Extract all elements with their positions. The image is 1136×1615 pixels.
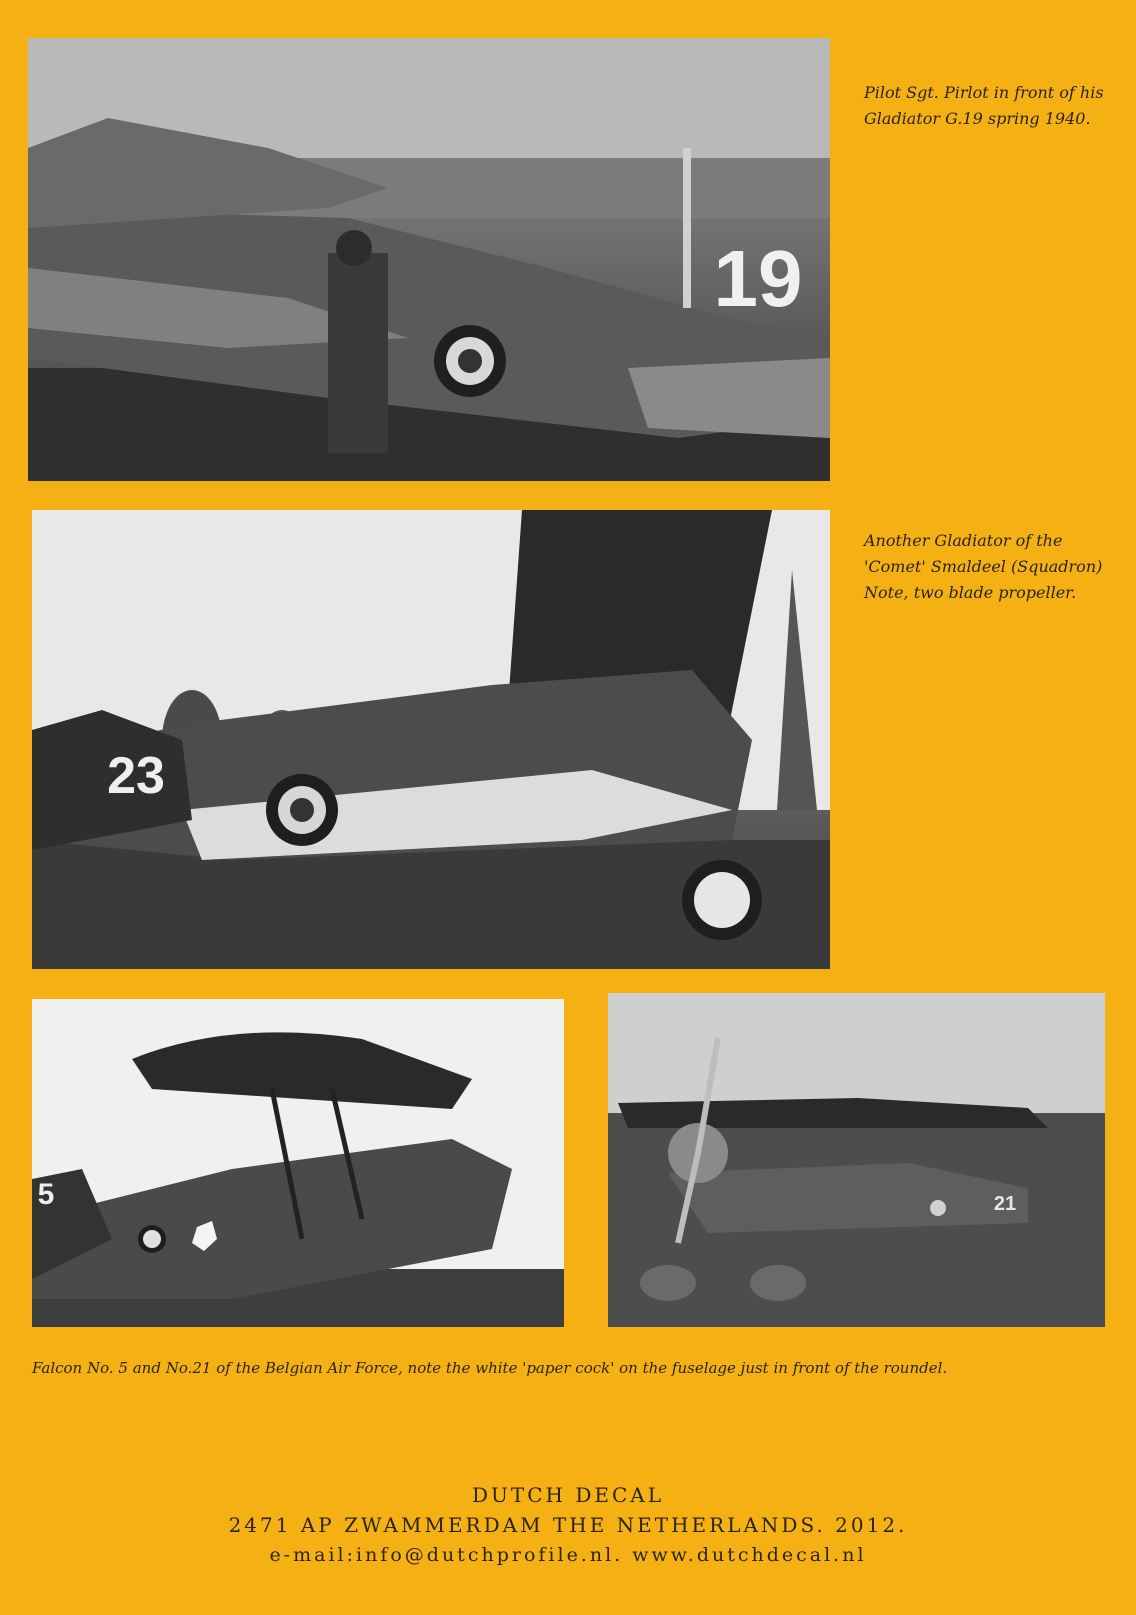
aircraft-number-19: 19 <box>713 234 803 323</box>
falcon-21-image <box>608 993 1105 1327</box>
photo-gladiator-23 <box>32 510 830 969</box>
photo-gladiator-19 <box>28 38 830 481</box>
photo-falcon-21 <box>608 993 1105 1327</box>
aircraft-number-5: 5 <box>37 1178 55 1211</box>
caption-photo2: Another Gladiator of the 'Comet' Smaldeel (Squadron) Note, two blade propeller. <box>864 531 1103 602</box>
gladiator-19-image <box>28 38 830 481</box>
publisher-footer <box>0 1480 1136 1570</box>
footer-company: DUTCH DECAL <box>472 1483 664 1507</box>
footer-contact: e-mail:info@dutchprofile.nl. www.dutchdecal.nl <box>269 1544 867 1566</box>
falcon-5-image <box>32 999 564 1327</box>
footer-address: 2471 AP ZWAMMERDAM THE NETHERLANDS. 2012. <box>228 1513 908 1537</box>
aircraft-number-23: 23 <box>107 747 165 805</box>
gladiator-23-image <box>32 510 830 969</box>
caption-bottom: Falcon No. 5 and No.21 of the Belgian Air Force, note the white 'paper cock' on the fuselage just in front of the roundel. <box>32 1359 948 1377</box>
caption-photo1: Pilot Sgt. Pirlot in front of his Gladiator G.19 spring 1940. <box>864 83 1104 128</box>
aircraft-number-21: 21 <box>993 1193 1017 1215</box>
photo-falcon-5 <box>32 999 564 1327</box>
